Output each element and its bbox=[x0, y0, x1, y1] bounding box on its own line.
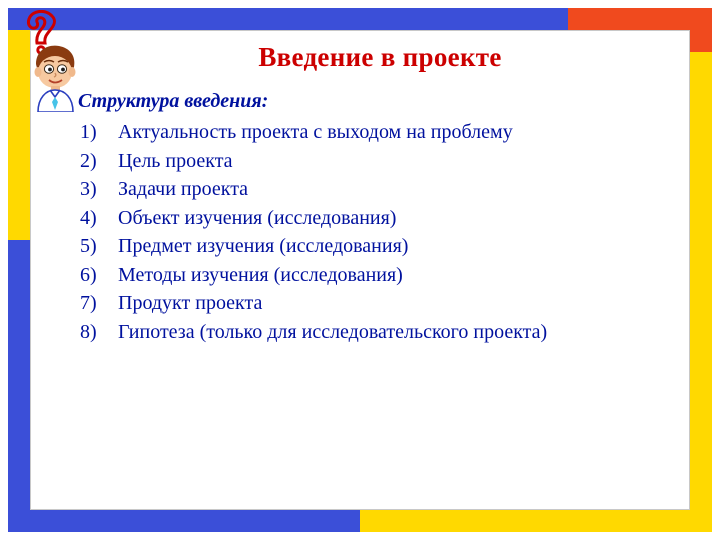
list-item bbox=[78, 147, 678, 176]
list-item-label: Задачи проекта bbox=[118, 178, 249, 200]
page-title: Введение в проекте bbox=[258, 42, 502, 72]
frame-bar-left-blue bbox=[8, 240, 30, 532]
subtitle: Структура введения: bbox=[78, 90, 269, 112]
structure-list bbox=[78, 118, 678, 346]
list-item-number: 7) bbox=[80, 292, 97, 314]
list-item bbox=[78, 232, 678, 261]
list-item-number: 3) bbox=[80, 178, 97, 200]
list-item bbox=[78, 261, 678, 290]
list-item bbox=[78, 204, 678, 233]
frame-bar-bottom-blue bbox=[8, 510, 360, 532]
frame-bar-bottom-yellow bbox=[360, 510, 712, 532]
list-item bbox=[78, 289, 678, 318]
list-item bbox=[78, 118, 678, 147]
list-item-number: 8) bbox=[80, 320, 97, 343]
list-item-number: 5) bbox=[80, 235, 97, 257]
list-item-number: 2) bbox=[80, 149, 97, 172]
list-item-label: Методы изучения (исследования) bbox=[118, 263, 403, 286]
list-item-label: Объект изучения (исследования) bbox=[118, 206, 397, 229]
list-item bbox=[78, 318, 678, 347]
list-item bbox=[78, 175, 678, 204]
list-item-number: 4) bbox=[80, 206, 97, 229]
list-item-number: 6) bbox=[80, 263, 97, 286]
list-item-label: Цель проекта bbox=[118, 149, 233, 172]
list-item-number: 1) bbox=[80, 121, 97, 143]
body-content bbox=[78, 88, 678, 346]
list-item-label: Продукт проекта bbox=[118, 292, 263, 314]
list-item-label: Предмет изучения (исследования) bbox=[118, 235, 409, 257]
list-item-label: Гипотеза (только для исследовательского проекта) bbox=[118, 320, 548, 343]
frame-bar-right-red bbox=[690, 8, 712, 52]
frame-bar-right-yellow bbox=[690, 52, 712, 532]
list-item-label: Актуальность проекта с выходом на проблему bbox=[118, 121, 513, 143]
